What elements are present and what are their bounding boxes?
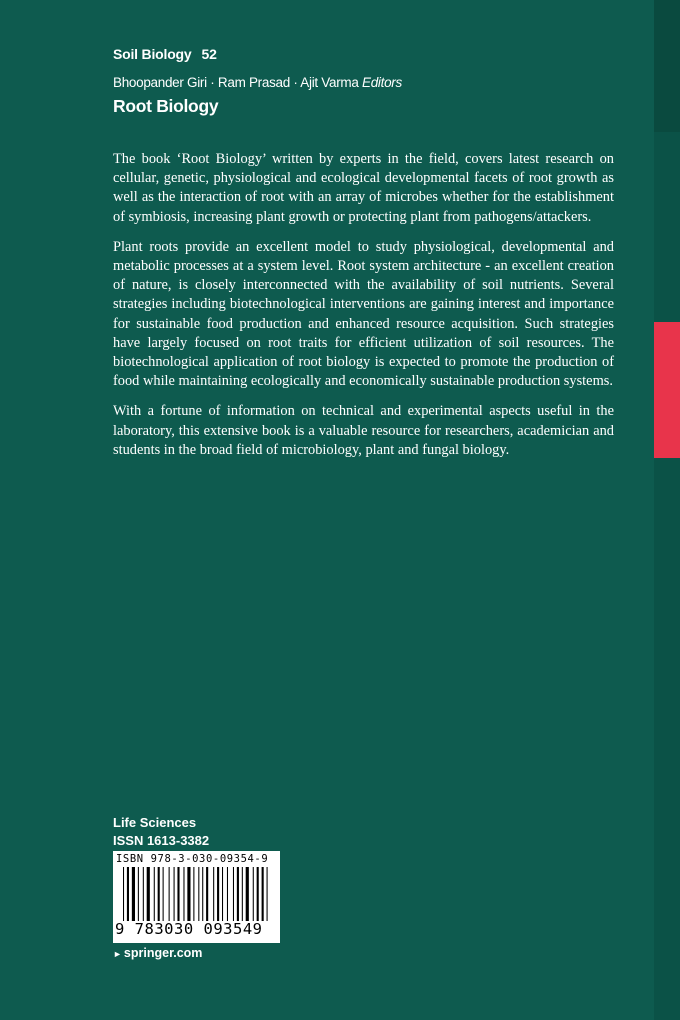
editor-names: Bhoopander Giri · Ram Prasad · Ajit Varma — [113, 75, 359, 90]
back-cover-blurb — [113, 150, 614, 471]
barcode-bar — [138, 867, 139, 921]
barcode-isbn: ISBN 978-3-030-09354-9 — [116, 853, 269, 865]
barcode-bar — [206, 867, 208, 921]
subject-label: Life Sciences — [113, 815, 197, 830]
book-title: Root Biology — [113, 96, 219, 116]
publisher-website[interactable] — [113, 946, 202, 960]
blurb-paragraph: Plant roots provide an excellent model to study physiological, developmental and metabolic processes at a system level. Root system architecture - an excellent creation of nature, is closely interconnected with the availability of soil nutrients. Several strategies including biotechnological interventions are gaining interest and importance for sustainable food production and enhanced resource acquisition. Such strategies have largely focused on root traits for efficient utilization of soil resources. The biotechnological application of root biology is expected to promote the production of food while maintaining ecologically and economically sustainable production systems. — [113, 238, 614, 390]
editors-role: Editors — [362, 75, 402, 90]
blurb-paragraph: The book ‘Root Biology’ written by experts in the field, covers latest research on cellular, genetic, physiological and ecological developmental facets of root growth as well as the interaction of root with an array of microbes whether for the establishment of symbiosis, increasing plant growth or protecting plant from pathogens/attackers. — [113, 151, 614, 225]
barcode-bar — [158, 867, 160, 921]
barcode-bar — [147, 867, 150, 921]
blurb-paragraph: With a fortune of information on technical and experimental aspects useful in the laboratory, this extensive book is a valuable resource for researchers, academician and students in the broad field of microbiology, plant and fungal biology. — [113, 403, 614, 458]
series-line — [113, 46, 217, 62]
barcode-bar — [242, 867, 243, 921]
spine-top-band — [654, 0, 680, 132]
spine-accent-band — [654, 322, 680, 458]
arrow-icon: ► — [113, 949, 122, 959]
barcode-bar — [253, 867, 254, 921]
barcode-bar — [163, 867, 164, 921]
issn-label: ISSN 1613-3382 — [113, 833, 210, 848]
barcode-bar — [233, 867, 234, 921]
spine-strip — [654, 0, 680, 1020]
subject-block — [113, 814, 209, 850]
barcode-bar — [177, 867, 179, 921]
barcode-bar — [198, 867, 199, 921]
barcode-bar — [262, 867, 264, 921]
barcode-bar — [154, 867, 155, 921]
barcode-bar — [169, 867, 170, 921]
website-label: springer.com — [123, 946, 203, 960]
barcode-bar — [237, 867, 239, 921]
barcode-bar — [132, 867, 135, 921]
barcode-bar — [187, 867, 190, 921]
barcode-bar — [193, 867, 194, 921]
barcode — [113, 851, 280, 943]
editors-line — [113, 75, 402, 90]
barcode-bar — [183, 867, 184, 921]
barcode-bar — [202, 867, 203, 921]
barcode-bar — [217, 867, 219, 921]
barcode-bar — [257, 867, 259, 921]
barcode-bars — [123, 867, 273, 921]
barcode-bar — [127, 867, 129, 921]
barcode-bar — [213, 867, 214, 921]
barcode-digits: 9 783030 093549 — [115, 920, 263, 938]
barcode-bar — [143, 867, 144, 921]
barcode-bar — [222, 867, 223, 921]
barcode-bar — [174, 867, 175, 921]
barcode-bar — [246, 867, 249, 921]
barcode-bar — [227, 867, 228, 921]
barcode-bar — [123, 867, 124, 921]
barcode-bar — [267, 867, 268, 921]
series-volume: 52 — [201, 46, 217, 62]
series-name: Soil Biology — [113, 46, 192, 62]
